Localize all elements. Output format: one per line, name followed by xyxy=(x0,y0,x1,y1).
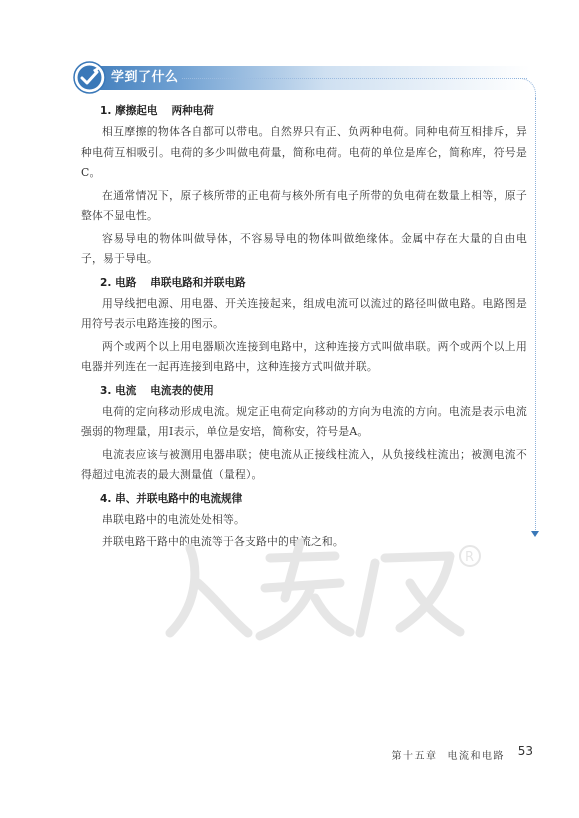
frame-arrow-icon xyxy=(531,531,539,537)
summary-content xyxy=(81,100,527,555)
section-heading-4: 4. 串、并联电路中的电流规律 xyxy=(100,492,243,505)
paragraph: 电荷的定向移动形成电流。规定正电荷定向移动的方向为电流的方向。电流是表示电流强弱的物理量，用I表示，单位是安培，简称安，符号是A。 xyxy=(81,404,527,438)
learned-badge-icon xyxy=(73,61,106,94)
footer-chapter: 第十五章 xyxy=(391,751,438,762)
section-heading-2: 2. 电路 串联电路和并联电路 xyxy=(100,276,246,289)
paragraph: 串联电路中的电流处处相等。 xyxy=(102,512,245,526)
paragraph: 用导线把电源、用电器、开关连接起来，组成电流可以流过的路径叫做电路。电路图是用符号表示电路连接的图示。 xyxy=(81,296,527,330)
page-number: 53 xyxy=(517,744,533,758)
paragraph: 两个或两个以上用电器顺次连接到电路中，这种连接方式叫做串联。两个或两个以上用电器并列连在一起再连接到电路中，这种连接方式叫做并联。 xyxy=(81,339,527,373)
section-heading-1: 1. 摩擦起电 两种电荷 xyxy=(100,105,214,117)
paragraph: 容易导电的物体叫做导体，不容易导电的物体叫做绝缘体。金属中存在大量的自由电子，易于导电。 xyxy=(81,231,527,265)
paragraph: 相互摩擦的物体各自都可以带电。自然界只有正、负两种电荷。同种电荷互相排斥，异种电荷互相吸引。电荷的多少叫做电荷量，简称电荷。电荷的单位是库仑，简称库，符号是C。 xyxy=(81,125,527,179)
publisher-watermark-icon xyxy=(160,528,500,648)
banner-dotted-line xyxy=(182,78,527,79)
paragraph: 电流表应该与被测用电器串联；使电流从正接线柱流入，从负接线柱流出；被测电流不得超过电流表的最大测量值（量程）。 xyxy=(81,447,527,481)
paragraph: 并联电路干路中的电流等于各支路中的电流之和。 xyxy=(102,535,344,548)
page-footer xyxy=(392,747,536,762)
frame-corner xyxy=(514,78,536,100)
section-heading-3: 3. 电流 电流表的使用 xyxy=(100,384,214,397)
banner-title: 学到了什么 xyxy=(111,70,179,85)
paragraph: 在通常情况下，原子核所带的正电荷与核外所有电子所带的负电荷在数量上相等，原子整体不显电性。 xyxy=(81,188,527,222)
footer-title: 电流和电路 xyxy=(447,751,505,762)
svg-text:R: R xyxy=(465,550,475,565)
frame-right-border xyxy=(535,98,536,530)
